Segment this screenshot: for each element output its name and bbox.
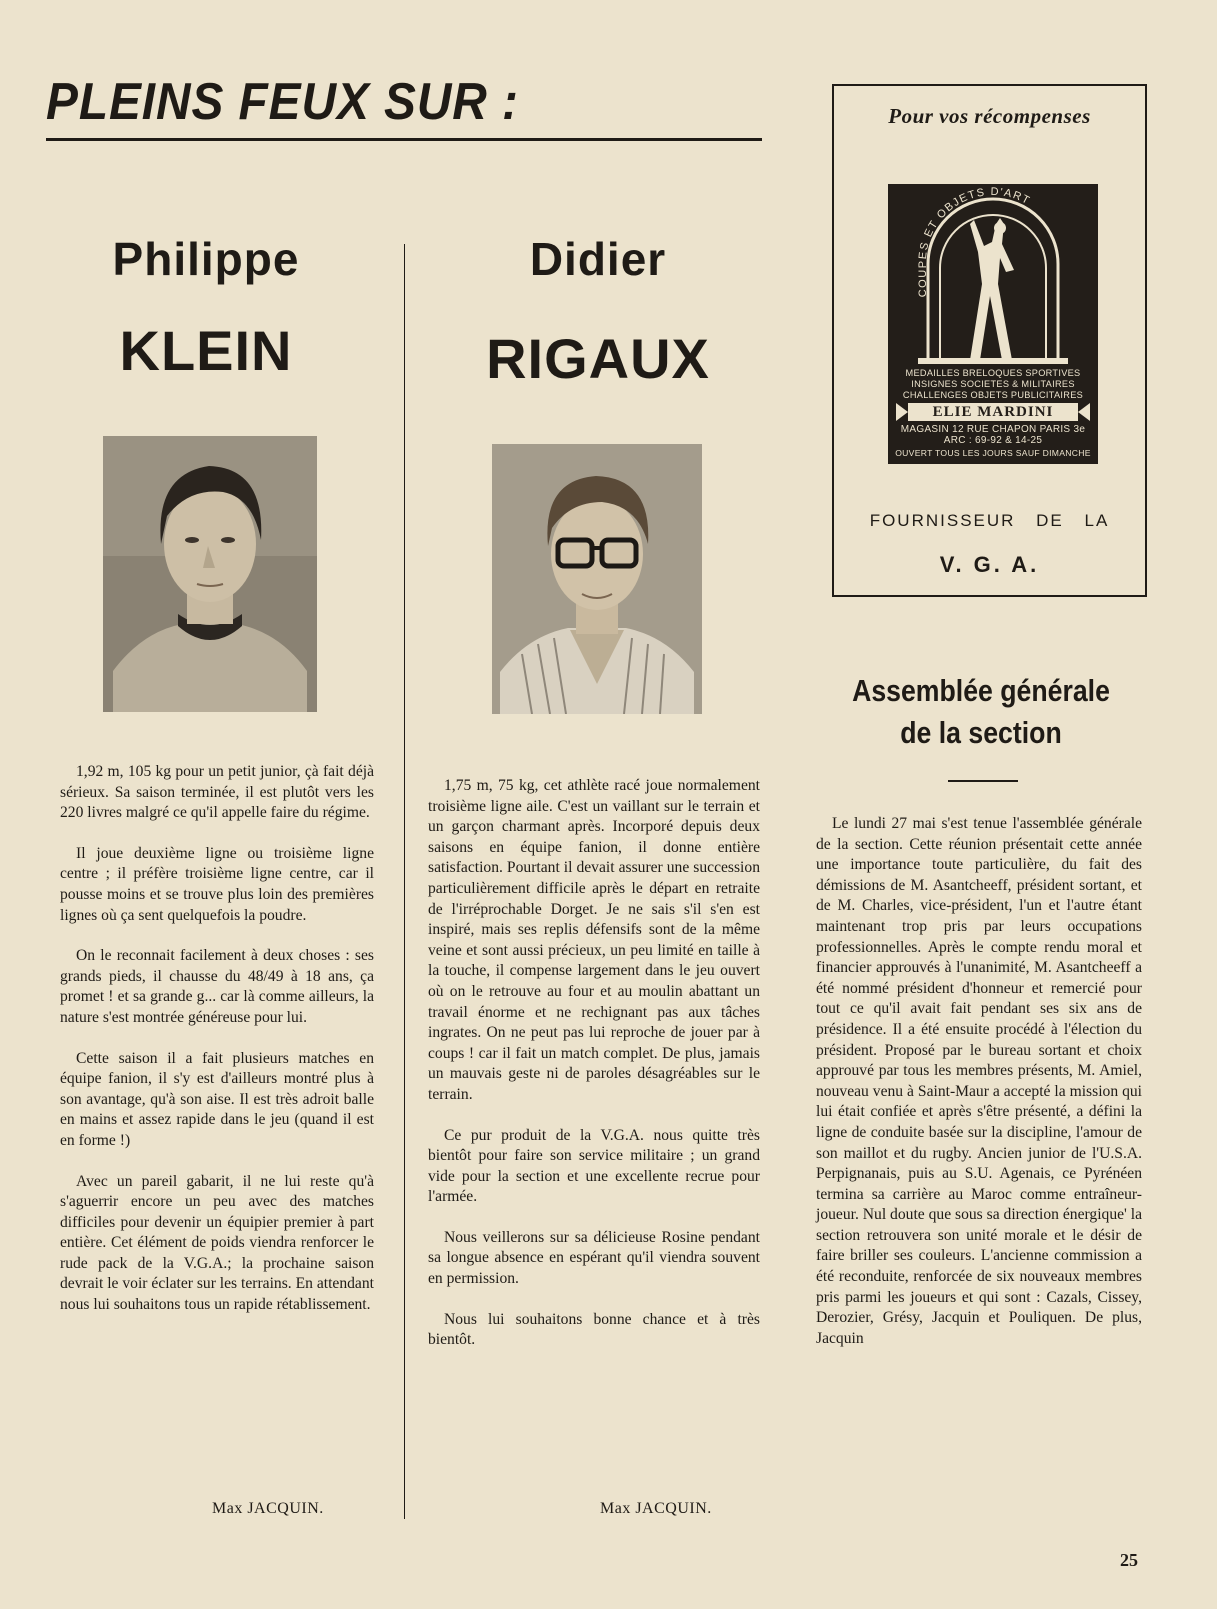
section-title xyxy=(836,670,1127,754)
ad-line: MEDAILLES BRELOQUES SPORTIVES xyxy=(905,368,1081,378)
player2-photo xyxy=(492,444,702,714)
ad-phone: ARC : 69-92 & 14-25 xyxy=(943,435,1043,446)
page-number: 25 xyxy=(1120,1550,1138,1570)
column-divider xyxy=(404,244,405,1519)
ad-hours: OUVERT TOUS LES JOURS SAUF DIMANCHE xyxy=(895,448,1091,458)
article-paragraph: Avec un pareil gabarit, il ne lui reste qu'à s'aguerrir encore un peu avec des matches difficiles pour devenir un équipier premier à part entière. Cet élément de poids viendra renforcer le rude pack de la V.G.A.; la prochaine saison devrait le voir éclater sur les terrains. En attendant nous lui souhaitons tous un rapide rétablissement. xyxy=(60,1172,374,1314)
ad-line: INSIGNES SOCIETES & MILITAIRES xyxy=(911,379,1075,389)
article-paragraph: On le reconnait facilement à deux choses : ses grands pieds, il chausse du 48/49 à 18 ans, ça promet ! et sa grande g... car là comme ailleurs, la nature s'est montrée généreuse pour lui. xyxy=(60,947,374,1026)
player2-signature: Max JACQUIN. xyxy=(600,1500,712,1517)
ad-brand: ELIE MARDINI xyxy=(908,403,1078,421)
section-article xyxy=(816,814,1142,1349)
article-paragraph: Le lundi 27 mai s'est tenue l'assemblée générale de la section. Cette réunion présentait cette année une importance toute particulière, du fait des démissions de M. Asantcheeff, président sortant, et de M. Charles, vice-président, l'un et l'autre étant maintenant trop pris par leurs occupations professionnelles. Après le compte rendu moral et financier approuvés à l'unanimité, M. Asantcheeff a été nommé président d'honneur et remercié pour tout ce qu'il avait fait pendant ses six ans de présidence. Il a été ensuite procédé à l'élection du président. Proposé par le bureau sortant et choix approuvé par tous les membres présents, M. Amiel, nouveau venu à Saint-Maur a accepté la mission qui lui était confiée et après s'être présenté, a défini la ligne de conduite basée sur la discipline, l'amour de son maillot et du rugby. Ancien junior de l'U.S.A. Perpignanais, puis au S.U. Agenais, ce Pyrénéen termina sa carrière au Maroc comme entraîneur-joueur. Nul doute que sous sa direction énergique' la section retrouvera son unité morale et le désir de faire briller ses couleurs. L'ancienne commission a été reconduite, renforcée de six nouveaux membres pris parmi les joueurs et qui sont : Cazals, Cissey, Derozier, Grésy, Jacquin et Pouliquen. De plus, Jacquin xyxy=(816,815,1143,1347)
article-paragraph: Nous lui souhaitons bonne chance et à très bientôt. xyxy=(428,1310,760,1349)
ad-heading: Pour vos récompenses xyxy=(888,104,1091,128)
section-title-line: Assemblée générale xyxy=(852,673,1110,708)
ad-club: V. G. A. xyxy=(939,552,1040,577)
ad-logo xyxy=(888,184,1098,464)
article-paragraph: Ce pur produit de la V.G.A. nous quitte très bientôt pour faire son service militaire ; un grand vide pour la section et une excellente recrue pour l'armée. xyxy=(428,1126,760,1206)
player2-first-name: Didier xyxy=(529,233,667,285)
title-rule xyxy=(46,138,762,141)
ad-line: CHALLENGES OBJETS PUBLICITAIRES xyxy=(902,390,1084,400)
player1-first-name: Philippe xyxy=(112,233,300,285)
ad-supplier: FOURNISSEUR DE LA xyxy=(869,511,1110,530)
player1-article xyxy=(60,762,374,1316)
player1-last-name: KLEIN xyxy=(119,319,293,382)
player1-photo xyxy=(103,436,317,712)
article-paragraph: Nous veillerons sur sa délicieuse Rosine pendant sa longue absence en espérant qu'il viendra souvent en permission. xyxy=(428,1228,760,1288)
player2-last-name: RIGAUX xyxy=(486,327,710,390)
player2-article xyxy=(428,776,760,1351)
article-paragraph: 1,92 m, 105 kg pour un petit junior, çà fait déjà sérieux. Sa saison terminée, il est plutôt vers les 220 livres malgré ce qu'il appelle faire du régime. xyxy=(60,763,374,822)
section-title-line: de la section xyxy=(900,715,1062,750)
article-paragraph: Cette saison il a fait plusieurs matches en équipe fanion, il s'y est d'ailleurs montré plus à son avantage, qu'à son aise. Il est très adroit balle en mains et assez rapide dans le jeu (quand il est en forme !) xyxy=(60,1049,374,1149)
ad-address: MAGASIN 12 RUE CHAPON PARIS 3e xyxy=(900,424,1086,435)
article-paragraph: 1,75 m, 75 kg, cet athlète racé joue normalement troisième ligne aile. C'est un vaillant sur le terrain et un garçon charmant après. Incorporé depuis deux saisons en équipe fanion, il donne entière satisfaction. Pourtant il devait assurer une succession particulièrement difficile après le départ en retraite de l'irréprochable Dorget. Je ne sais s'il s'en est inspiré, mais ses replis défensifs sont de la même veine et sont aussi précieux, un peu limité en taille à la touche, il compense largement dans le jeu ouvert où on le retrouve au four et au moulin abattant un travail énorme et ne rechignant pas aux tâches ingrates. On ne peut pas lui reproche de jouer par à coups ! car il fait un match complet. De plus, jamais un mauvais geste ni de paroles désagréables sur le terrain. xyxy=(428,777,760,1103)
statue-arch-icon xyxy=(888,184,1098,364)
brand-right-arrow-icon xyxy=(1078,403,1090,421)
logo-arc-text: COUPES ET OBJETS D'ART xyxy=(916,185,1033,298)
section-rule xyxy=(948,780,1018,782)
brand-left-arrow-icon xyxy=(896,403,908,421)
advertisement-box xyxy=(832,84,1147,597)
page-title: PLEINS FEUX SUR : xyxy=(46,73,519,131)
article-paragraph: Il joue deuxième ligne ou troisième ligne centre ; il préfère troisième ligne centre, car il pousse moins et se trouve plus loin des premières lignes où ça sent quelquefois la poudre. xyxy=(60,844,374,924)
player1-signature: Max JACQUIN. xyxy=(212,1500,324,1517)
